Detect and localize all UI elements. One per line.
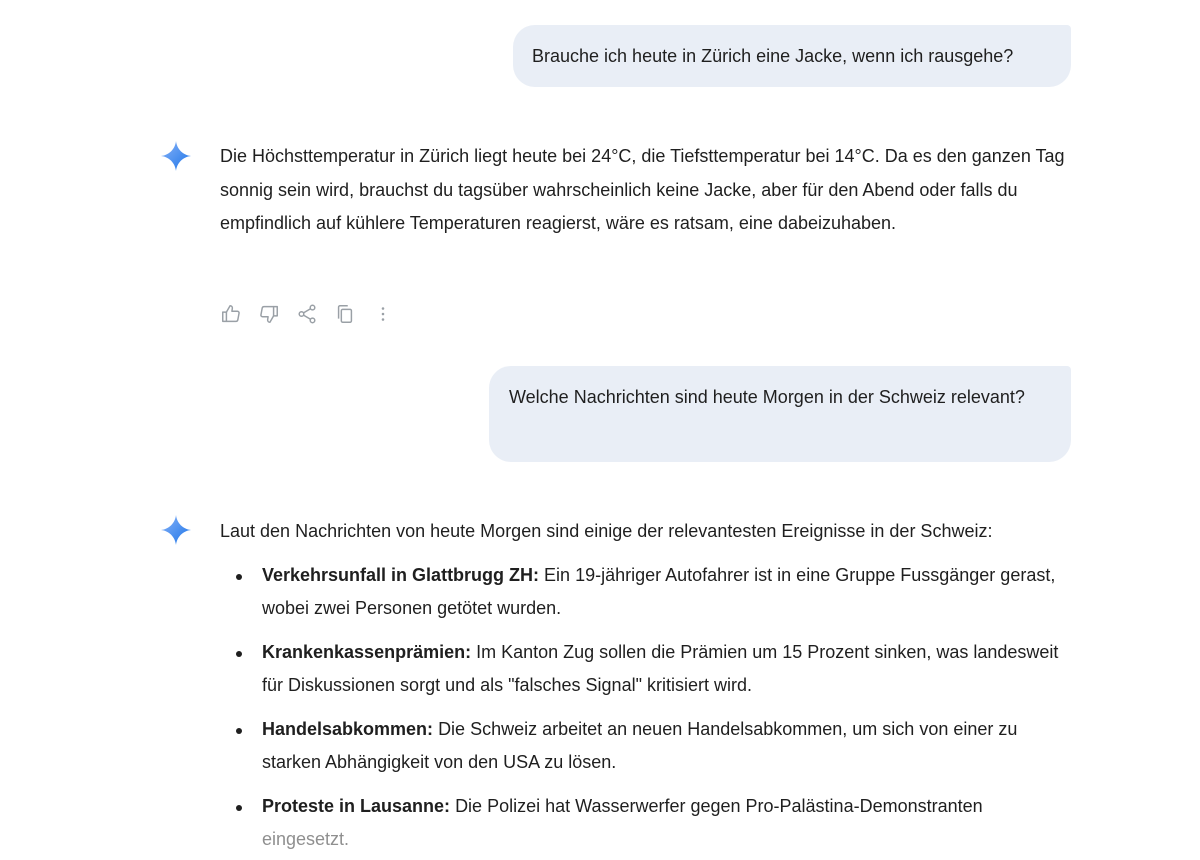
user-message-text: Welche Nachrichten sind heute Morgen in der Schweiz relevant? [509, 387, 1025, 407]
news-item-title: Krankenkassenprämien: [262, 641, 472, 662]
assistant-response-text: Die Höchsttemperatur in Zürich liegt heute bei 24°C, die Tiefsttemperatur bei 14°C. Da es den ganzen Tag sonnig sein wird, brauchst du tagsüber wahrscheinlich keine Jacke, aber für den Abend oder falls du empfindlich auf kühlere Temperaturen reagierst, wäre es ratsam, eine dabeizuhaben. [220, 146, 1065, 233]
news-list-item [220, 559, 1070, 626]
news-item-text: Ein 19-jähriger Autofahrer ist in eine Gruppe Fussgänger gerast, wobei zwei Personen getötet wurden. [262, 564, 1056, 618]
gemini-spark-icon [161, 515, 191, 545]
news-item-text-faded: eingesetzt. [262, 829, 350, 849]
thumbs-down-icon [258, 303, 280, 325]
user-message-bubble [489, 366, 1071, 462]
news-list [220, 559, 1070, 857]
thumbs-down-button[interactable] [257, 302, 281, 326]
assistant-response [220, 140, 1070, 241]
assistant-response [220, 515, 1070, 860]
more-options-button[interactable] [371, 302, 395, 326]
news-item-title: Verkehrsunfall in Glattbrugg ZH: [262, 564, 540, 585]
assistant-response-intro: Laut den Nachrichten von heute Morgen sind einige der relevantesten Ereignisse in der Schweiz: [220, 521, 993, 541]
user-message-bubble [513, 25, 1071, 87]
news-item-text: Die Schweiz arbeitet an neuen Handelsabkommen, um sich von einer zu starken Abhängigkeit von den USA zu lösen. [262, 718, 1018, 772]
bullet-icon [236, 651, 242, 657]
response-actions-bar [219, 302, 409, 326]
share-button[interactable] [295, 302, 319, 326]
news-item-text: Im Kanton Zug sollen die Prämien um 15 Prozent sinken, was landesweit für Diskussionen sorgt und als "falsches Signal" kritisiert wird. [262, 641, 1059, 695]
news-item-title: Proteste in Lausanne: [262, 795, 451, 816]
news-item-title: Handelsabkommen: [262, 718, 434, 739]
bullet-icon [236, 574, 242, 580]
copy-icon [334, 303, 356, 325]
thumbs-up-button[interactable] [219, 302, 243, 326]
share-icon [296, 303, 318, 325]
news-list-item [220, 636, 1070, 703]
more-options-icon [372, 303, 394, 325]
gemini-spark-icon [161, 141, 191, 171]
news-list-item [220, 713, 1070, 780]
thumbs-up-icon [220, 303, 242, 325]
bullet-icon [236, 805, 242, 811]
copy-button[interactable] [333, 302, 357, 326]
user-message-text: Brauche ich heute in Zürich eine Jacke, wenn ich rausgehe? [532, 46, 1014, 66]
news-item-text: Die Polizei hat Wasserwerfer gegen Pro-Palästina-Demonstranten [455, 795, 983, 816]
news-list-item [220, 790, 1070, 857]
bullet-icon [236, 728, 242, 734]
